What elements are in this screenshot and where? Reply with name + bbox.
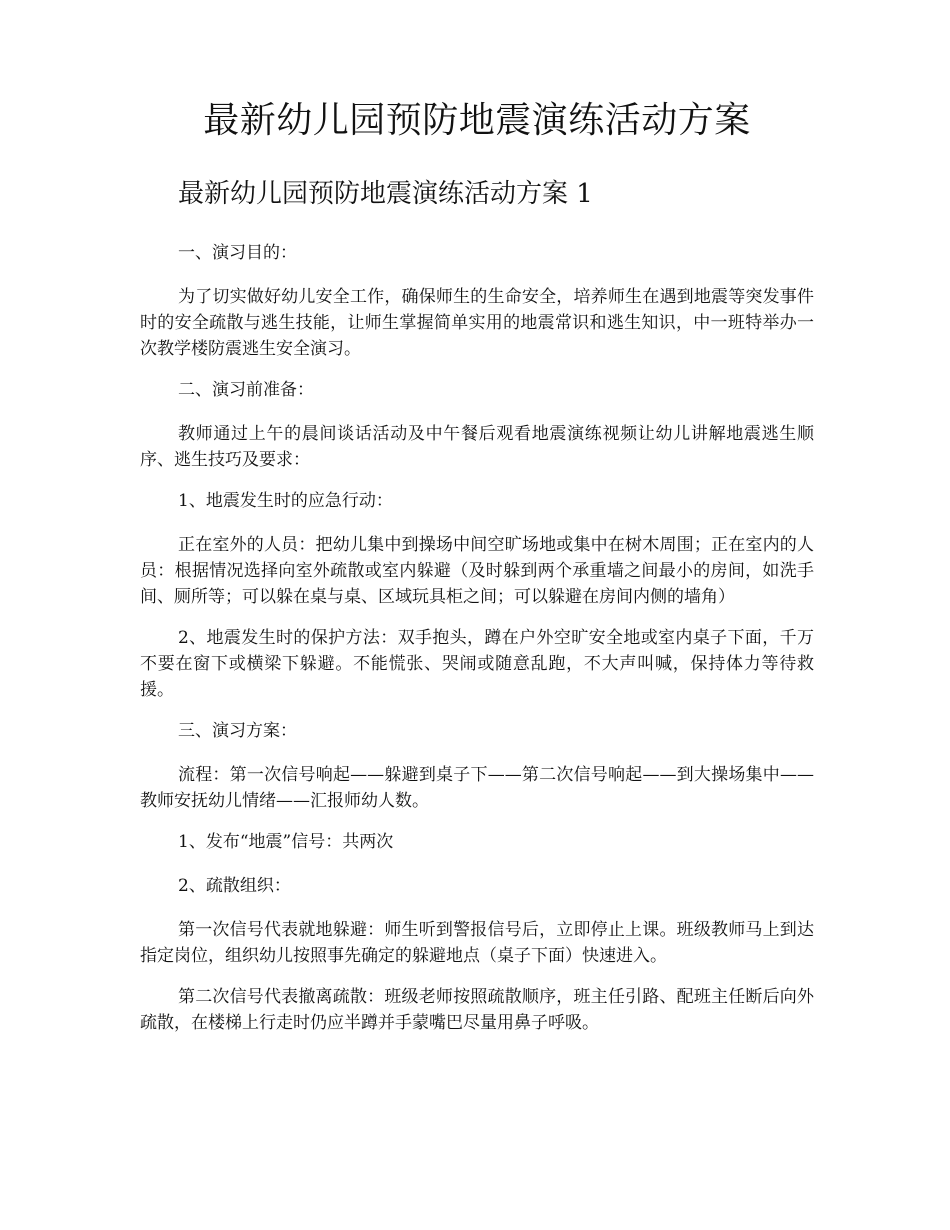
paragraph-heading-signal: 1、发布“地震”信号：共两次 — [178, 832, 394, 852]
paragraph-heading-plan: 三、演习方案： — [178, 721, 297, 741]
section-title: 最新幼儿园预防地震演练活动方案 1 — [178, 179, 593, 209]
paragraph: 2、地震发生时的保护方法：双手抱头，蹲在户外空旷安全地或室内桌子下面，千万不要在窗下或横梁下躲避。不能慌张、哭闹或随意乱跑，不大声叫喊，保持体力等待救援。 — [140, 628, 814, 700]
paragraph-heading-evacuation: 2、疏散组织： — [178, 876, 291, 896]
paragraph: 第二次信号代表撤离疏散：班级老师按照疏散顺序，班主任引路、配班主任断后向外疏散，在楼梯上行走时仍应半蹲并手蒙嘴巴尽量用鼻子呼吸。 — [140, 987, 814, 1033]
paragraph: 流程：第一次信号响起——躲避到桌子下——第二次信号响起——到大操场集中——教师安抚幼儿情绪——汇报师幼人数。 — [140, 765, 814, 811]
paragraph: 教师通过上午的晨间谈话活动及中午餐后观看地震演练视频让幼儿讲解地震逃生顺序、逃生技巧及要求： — [140, 424, 814, 470]
paragraph: 正在室外的人员：把幼儿集中到操场中间空旷场地或集中在树木周围；正在室内的人员：根据情况选择向室外疏散或室内躲避（及时躲到两个承重墙之间最小的房间，如洗手间、厕所等；可以躲在桌与桌、区域玩具柜之间；可以躲避在房间内侧的墙角） — [140, 535, 814, 607]
document-body — [140, 240, 814, 1051]
paragraph: 为了切实做好幼儿安全工作，确保师生的生命安全，培养师生在遇到地震等突发事件时的安全疏散与逃生技能，让师生掌握简单实用的地震常识和逃生知识，中一班特举办一次教学楼防震逃生安全演习。 — [140, 287, 814, 359]
paragraph: 第一次信号代表就地躲避：师生听到警报信号后，立即停止上课。班级教师马上到达指定岗位，组织幼儿按照事先确定的躲避地点（桌子下面）快速进入。 — [140, 920, 814, 966]
paragraph-heading-preparation: 二、演习前准备： — [178, 380, 314, 400]
paragraph-heading-purpose: 一、演习目的： — [178, 243, 297, 263]
document-title: 最新幼儿园预防地震演练活动方案 — [203, 100, 751, 141]
paragraph-heading-emergency-action: 1、地震发生时的应急行动： — [178, 491, 393, 511]
